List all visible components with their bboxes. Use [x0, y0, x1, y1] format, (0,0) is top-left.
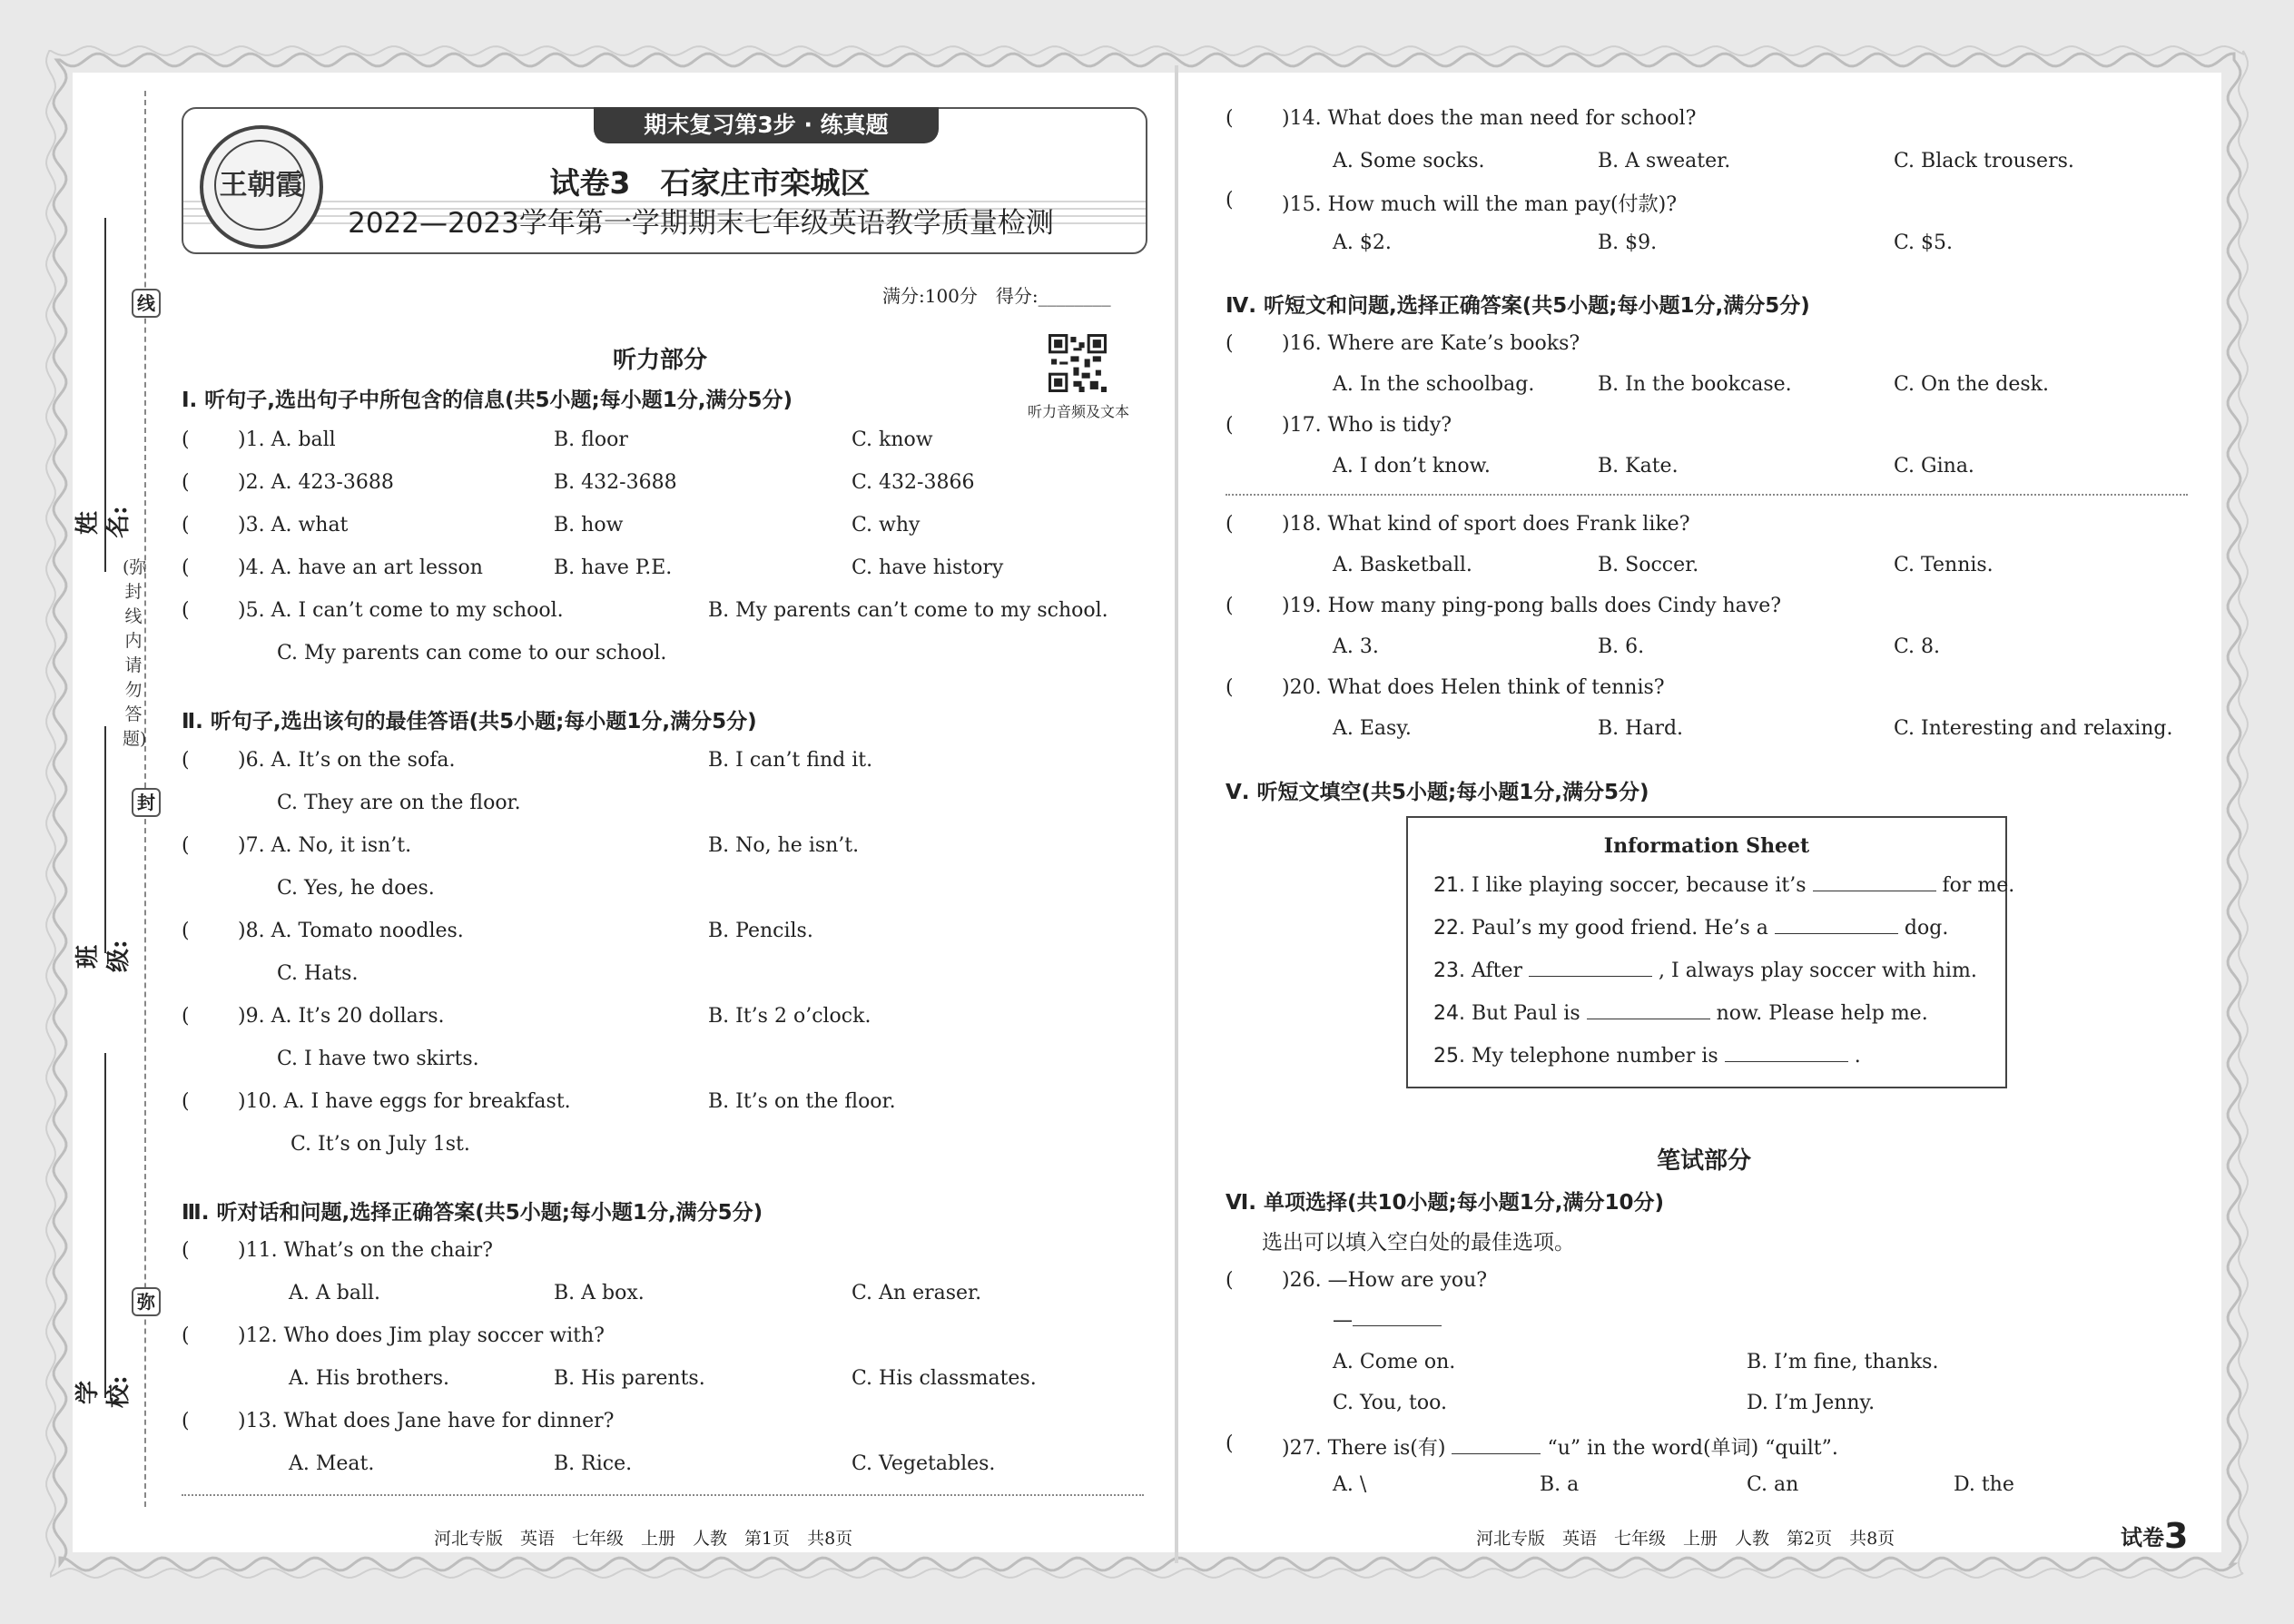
question-19-option-a[interactable]: A. 3.	[1333, 635, 1379, 658]
section2-heading: Ⅱ. 听句子,选出该句的最佳答语(共5小题;每小题1分,满分5分)	[182, 710, 757, 733]
question-7-option-c[interactable]: C. Yes, he does.	[277, 877, 435, 900]
question-1-option-c[interactable]: C. know	[852, 428, 933, 451]
question-10-option-a[interactable]: )10. A. I have eggs for breakfast.	[238, 1090, 571, 1113]
question-26: )26. —How are you?	[1282, 1269, 1488, 1292]
fill-in-line-24: 24. But Paul is now. Please help me.	[1433, 1002, 1928, 1025]
footer-left: 河北专版 英语 七年级 上册 人教 第1页 共8页	[434, 1529, 853, 1549]
left-bottom-rule	[182, 1494, 1144, 1496]
question-5-option-c[interactable]: C. My parents can come to our school.	[277, 642, 667, 664]
question-12: )12. Who does Jim play soccer with?	[238, 1324, 605, 1347]
question-19-option-b[interactable]: B. 6.	[1598, 635, 1645, 658]
question-15-option-a[interactable]: A. $2.	[1333, 231, 1392, 254]
question-8-option-c[interactable]: C. Hats.	[277, 962, 359, 985]
fill-in-line-23: 23. After , I always play soccer with him.	[1433, 960, 1977, 982]
question-9-option-b[interactable]: B. It’s 2 o’clock.	[708, 1005, 871, 1028]
question-1-option-b[interactable]: B. floor	[554, 428, 628, 451]
answer-paren-20[interactable]: (	[1226, 676, 1234, 699]
answer-blank-24[interactable]	[1587, 1002, 1710, 1019]
question-16-option-b[interactable]: B. In the bookcase.	[1598, 373, 1792, 396]
question-7-option-a[interactable]: )7. A. No, it isn’t.	[238, 834, 412, 857]
option-26-c[interactable]: C. You, too.	[1333, 1392, 1447, 1414]
answer-paren-17[interactable]: (	[1226, 414, 1234, 437]
answer-paren-26[interactable]: (	[1226, 1269, 1234, 1292]
question-5-option-a[interactable]: )5. A. I can’t come to my school.	[238, 599, 564, 622]
answer-paren-15[interactable]: (	[1226, 189, 1234, 212]
question-18: )18. What kind of sport does Frank like?	[1282, 513, 1690, 536]
right-mid-rule	[1226, 494, 2188, 496]
score-line: 满分:100分 得分:________	[882, 285, 1111, 307]
exam-subtitle: 2022—2023学年第一学期期末七年级英语教学质量检测	[348, 207, 1054, 240]
section4-heading: Ⅳ. 听短文和问题,选择正确答案(共5小题;每小题1分,满分5分)	[1226, 294, 1810, 318]
question-13-option-b[interactable]: B. Rice.	[554, 1452, 633, 1475]
seal-line-mark: 线	[132, 289, 161, 318]
question-12-option-c[interactable]: C. His classmates.	[852, 1367, 1037, 1390]
answer-blank-22[interactable]	[1775, 917, 1898, 934]
question-20-option-b[interactable]: B. Hard.	[1598, 717, 1684, 740]
fill-in-line-21: 21. I like playing soccer, because it’s for me.	[1433, 874, 2015, 897]
question-6-option-c[interactable]: C. They are on the floor.	[277, 792, 521, 814]
question-18-option-a[interactable]: A. Basketball.	[1333, 554, 1472, 576]
answer-blank-21[interactable]	[1813, 874, 1936, 891]
question-27: )27. There is(有) “u” in the word(单词) “quilt”.	[1282, 1437, 1838, 1460]
question-3-option-c[interactable]: C. why	[852, 514, 921, 536]
question-20: )20. What does Helen think of tennis?	[1282, 676, 1665, 699]
question-8-option-a[interactable]: )8. A. Tomato noodles.	[238, 920, 464, 942]
seal-seal-mark: 封	[132, 788, 161, 817]
question-9-option-a[interactable]: )9. A. It’s 20 dollars.	[238, 1005, 445, 1028]
answer-paren-4[interactable]: (	[182, 556, 190, 579]
answer-blank-23[interactable]	[1529, 960, 1652, 977]
question-6-option-b[interactable]: B. I can’t find it.	[708, 749, 873, 772]
class-label: 班级:	[74, 940, 133, 972]
section3-heading: Ⅲ. 听对话和问题,选择正确答案(共5小题;每小题1分,满分5分)	[182, 1201, 763, 1225]
seal-mi-mark: 弥	[132, 1287, 161, 1316]
question-20-option-a[interactable]: A. Easy.	[1333, 717, 1412, 740]
question-1-option-a[interactable]: )1. A. ball	[238, 428, 336, 451]
question-17: )17. Who is tidy?	[1282, 414, 1452, 437]
question-9-option-c[interactable]: C. I have two skirts.	[277, 1048, 479, 1070]
question-3-option-a[interactable]: )3. A. what	[238, 514, 349, 536]
paper-number-label: 试卷3	[2121, 1516, 2189, 1556]
question-10-option-b[interactable]: B. It’s on the floor.	[708, 1090, 896, 1113]
school-label: 学校:	[74, 1375, 133, 1408]
information-sheet-title: Information Sheet	[1603, 834, 1810, 858]
question-2-option-c[interactable]: C. 432-3866	[852, 471, 975, 494]
listening-title: 听力部分	[613, 347, 708, 374]
question-12-option-b[interactable]: B. His parents.	[554, 1367, 705, 1390]
question-13: )13. What does Jane have for dinner?	[238, 1410, 615, 1432]
question-7-option-b[interactable]: B. No, he isn’t.	[708, 834, 860, 857]
answer-paren-27[interactable]: (	[1226, 1432, 1234, 1455]
option-27-b[interactable]: B. a	[1540, 1473, 1580, 1496]
binding-margin	[74, 91, 168, 1507]
question-4-option-b[interactable]: B. have P.E.	[554, 556, 673, 579]
option-27-c[interactable]: C. an	[1747, 1473, 1799, 1496]
exam-title: 试卷3 石家庄市栾城区	[549, 165, 871, 201]
answer-blank-25[interactable]	[1725, 1045, 1848, 1062]
section6-heading: Ⅵ. 单项选择(共10小题;每小题1分,满分10分)	[1226, 1191, 1664, 1215]
answer-paren-16[interactable]: (	[1226, 332, 1234, 355]
question-11-option-c[interactable]: C. An eraser.	[852, 1282, 982, 1304]
qr-caption: 听力音频及文本	[1027, 403, 1129, 420]
section6-instruction: 选出可以填入空白处的最佳选项。	[1262, 1231, 1575, 1255]
option-27-a[interactable]: A. \	[1333, 1473, 1367, 1496]
section1-heading: Ⅰ. 听句子,选出句子中所包含的信息(共5小题;每小题1分,满分5分)	[182, 389, 793, 412]
fill-in-line-25: 25. My telephone number is .	[1433, 1045, 1861, 1068]
question-15-option-c[interactable]: C. $5.	[1894, 231, 1954, 254]
question-2-option-b[interactable]: B. 432-3688	[554, 471, 677, 494]
answer-paren-14[interactable]: (	[1226, 107, 1234, 130]
question-20-option-c[interactable]: C. Interesting and relaxing.	[1894, 717, 2173, 740]
question-11-option-b[interactable]: B. A box.	[554, 1282, 645, 1304]
question-13-option-c[interactable]: C. Vegetables.	[852, 1452, 996, 1475]
question-14-option-a[interactable]: A. Some socks.	[1333, 150, 1485, 172]
fill-in-line-22: 22. Paul’s my good friend. He’s a dog.	[1433, 917, 1949, 940]
writing-title: 笔试部分	[1657, 1147, 1752, 1175]
option-26-b[interactable]: B. I’m fine, thanks.	[1747, 1351, 1939, 1373]
answer-paren-10[interactable]: (	[182, 1090, 190, 1113]
question-18-option-c[interactable]: C. Tennis.	[1894, 554, 1994, 576]
question-17-option-a[interactable]: A. I don’t know.	[1333, 455, 1491, 477]
answer-paren-8[interactable]: (	[182, 920, 190, 942]
answer-paren-19[interactable]: (	[1226, 595, 1234, 617]
question-5-option-b[interactable]: B. My parents can’t come to my school.	[708, 599, 1108, 622]
answer-paren-1[interactable]: (	[182, 428, 190, 451]
question-14-option-c[interactable]: C. Black trousers.	[1894, 150, 2074, 172]
answer-paren-13[interactable]: (	[182, 1410, 190, 1432]
question-4-option-a[interactable]: )4. A. have an art lesson	[238, 556, 483, 579]
question-4-option-c[interactable]: C. have history	[852, 556, 1004, 579]
footer-right: 河北专版 英语 七年级 上册 人教 第2页 共8页	[1476, 1529, 1895, 1549]
question-11: )11. What’s on the chair?	[238, 1239, 493, 1262]
question-16: )16. Where are Kate’s books?	[1282, 332, 1580, 355]
option-26-a[interactable]: A. Come on.	[1333, 1351, 1456, 1373]
question-11-option-a[interactable]: A. A ball.	[289, 1282, 381, 1304]
page-divider	[1175, 65, 1178, 1563]
option-26-d[interactable]: D. I’m Jenny.	[1747, 1392, 1876, 1414]
answer-paren-18[interactable]: (	[1226, 513, 1234, 536]
question-17-option-b[interactable]: B. Kate.	[1598, 455, 1679, 477]
question-18-option-b[interactable]: B. Soccer.	[1598, 554, 1699, 576]
section5-heading: Ⅴ. 听短文填空(共5小题;每小题1分,满分5分)	[1226, 781, 1649, 804]
answer-paren-6[interactable]: (	[182, 749, 190, 772]
question-14: )14. What does the man need for school?	[1282, 107, 1697, 130]
class-blank[interactable]	[104, 726, 106, 953]
question-15-option-b[interactable]: B. $9.	[1598, 231, 1658, 254]
publisher-logo: 王朝霞	[200, 125, 323, 249]
question-19-option-c[interactable]: C. 8.	[1894, 635, 1941, 658]
question-6-option-a[interactable]: )6. A. It’s on the sofa.	[238, 749, 456, 772]
qr-code-icon	[1049, 334, 1107, 392]
review-step-tab: 期末复习第3步 · 练真题	[594, 107, 939, 143]
question-14-option-b[interactable]: B. A sweater.	[1598, 150, 1731, 172]
question-8-option-b[interactable]: B. Pencils.	[708, 920, 813, 942]
school-blank[interactable]	[104, 1053, 106, 1398]
question-15: )15. How much will the man pay(付款)?	[1282, 193, 1678, 216]
exam-header	[182, 107, 1147, 254]
question-12-option-a[interactable]: A. His brothers.	[289, 1367, 450, 1390]
question-26-response: —	[1333, 1309, 1442, 1332]
question-13-option-a[interactable]: A. Meat.	[289, 1452, 375, 1475]
option-27-d[interactable]: D. the	[1954, 1473, 2014, 1496]
question-17-option-c[interactable]: C. Gina.	[1894, 455, 1974, 477]
question-3-option-b[interactable]: B. how	[554, 514, 624, 536]
answer-paren-7[interactable]: (	[182, 834, 190, 857]
answer-paren-12[interactable]: (	[182, 1324, 190, 1347]
answer-paren-9[interactable]: (	[182, 1005, 190, 1028]
name-label: 姓名:	[74, 506, 133, 538]
question-16-option-a[interactable]: A. In the schoolbag.	[1333, 373, 1535, 396]
question-19: )19. How many ping-pong balls does Cindy have?	[1282, 595, 1782, 617]
seal-note: (弥封线内请勿答题)	[123, 557, 147, 749]
question-16-option-c[interactable]: C. On the desk.	[1894, 373, 2049, 396]
information-sheet-box	[1406, 816, 2015, 1088]
question-2-option-a[interactable]: )2. A. 423-3688	[238, 471, 394, 494]
answer-paren-5[interactable]: (	[182, 599, 190, 622]
question-10-option-c[interactable]: C. It’s on July 1st.	[290, 1133, 470, 1156]
answer-paren-3[interactable]: (	[182, 514, 190, 536]
answer-paren-11[interactable]: (	[182, 1239, 190, 1262]
answer-paren-2[interactable]: (	[182, 471, 190, 494]
